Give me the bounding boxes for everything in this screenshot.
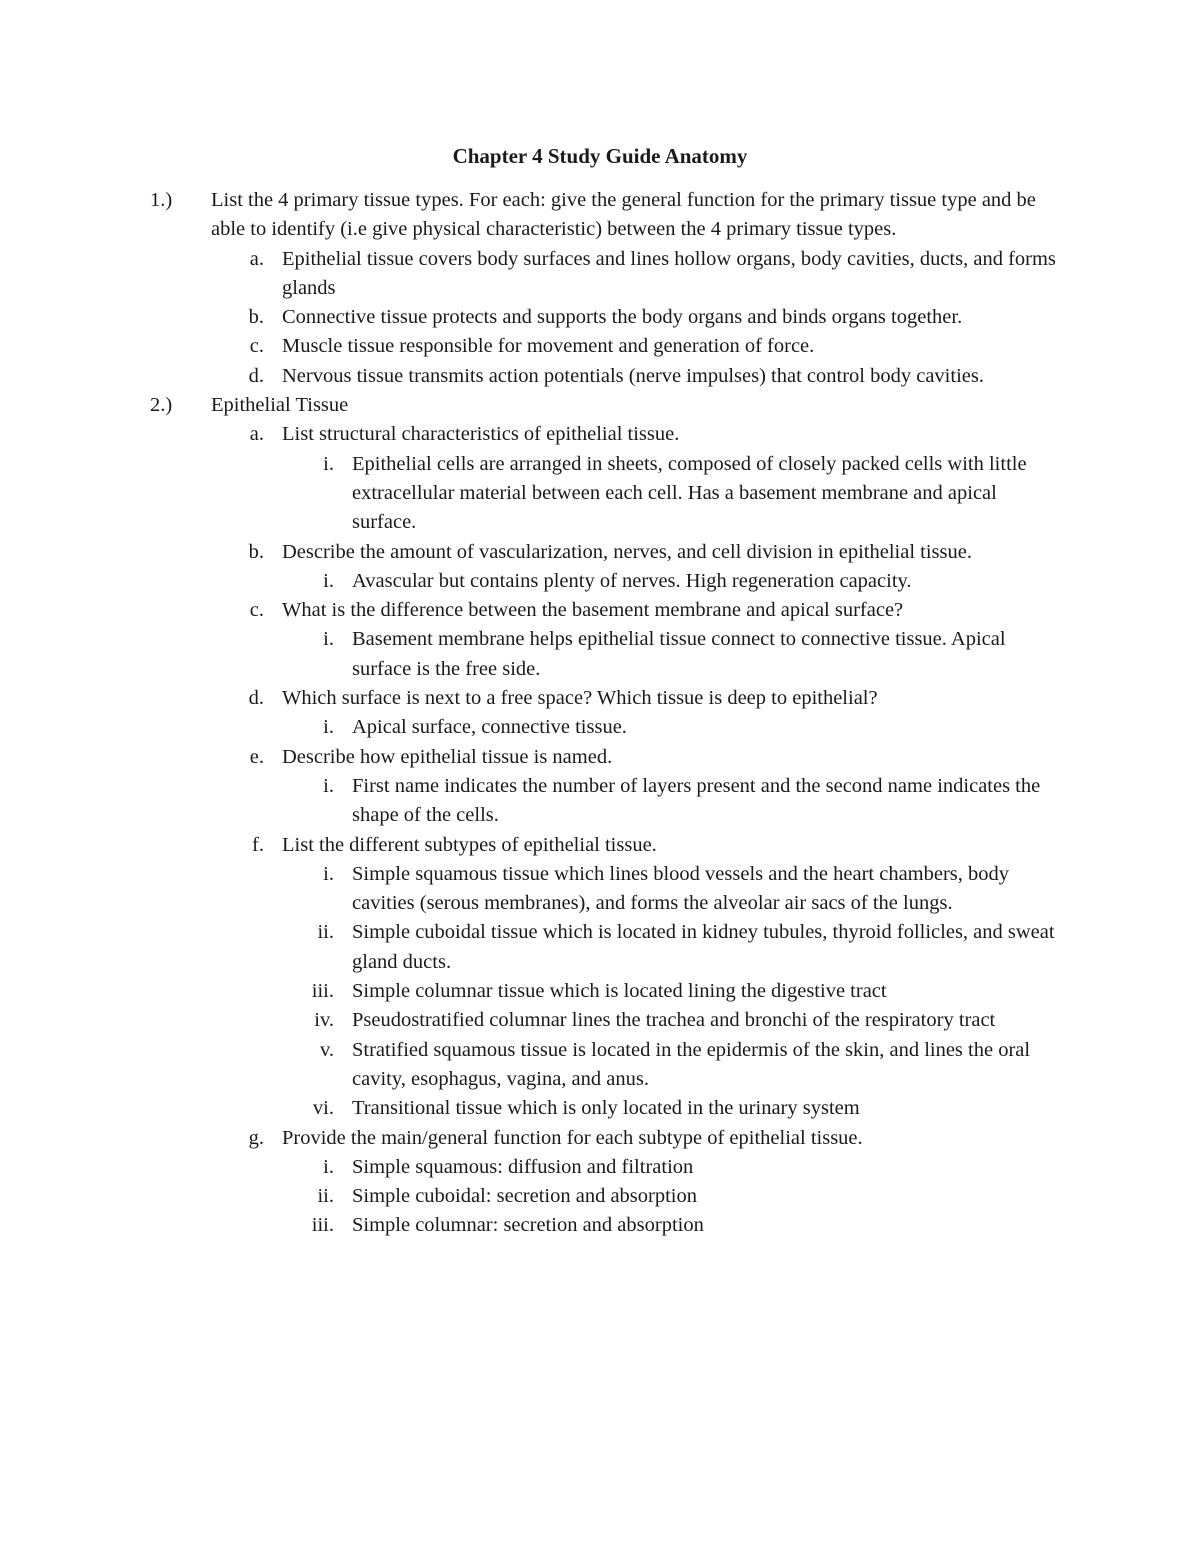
list-item xyxy=(0,245,1200,304)
item-text: Describe the amount of vascularization, nerves, and cell division in epithelial tissue. xyxy=(282,540,972,563)
list-item xyxy=(0,743,1200,772)
sub-item xyxy=(0,567,1200,596)
item-text: List the different subtypes of epithelial tissue. xyxy=(282,833,657,856)
sub-item-text: Epithelial cells are arranged in sheets, composed of closely packed cells with little extracellular material between each cell. Has a basement membrane and apical surface. xyxy=(352,452,1027,534)
sub-item-marker: i. xyxy=(323,569,334,592)
item-text: What is the difference between the basement membrane and apical surface? xyxy=(282,599,904,622)
sub-item-text: Simple columnar tissue which is located lining the digestive tract xyxy=(352,980,887,1003)
sub-item xyxy=(0,450,1200,538)
sub-item-marker: iii. xyxy=(311,1214,334,1237)
sub-item-marker: v. xyxy=(319,1038,334,1061)
item-marker: d. xyxy=(248,364,264,387)
sub-item-marker: i. xyxy=(323,862,334,885)
sub-item xyxy=(0,625,1200,684)
item-marker: d. xyxy=(248,687,264,710)
question-1 xyxy=(0,186,1200,245)
sub-item xyxy=(0,772,1200,831)
question-number: 2.) xyxy=(150,394,173,417)
question-text: Epithelial Tissue xyxy=(211,394,349,417)
item-text: Nervous tissue transmits action potentials (nerve impulses) that control body cavities. xyxy=(282,364,984,387)
sub-item-text: First name indicates the number of layers present and the second name indicates the shape of the cells. xyxy=(352,774,1041,827)
sub-item xyxy=(0,1036,1200,1095)
list-item xyxy=(0,1124,1200,1153)
item-text: Provide the main/general function for each subtype of epithelial tissue. xyxy=(282,1126,863,1149)
sub-item-marker: i. xyxy=(323,716,334,739)
list-item xyxy=(0,362,1200,391)
sub-item-marker: vi. xyxy=(312,1097,334,1120)
sub-item-marker: iii. xyxy=(311,980,334,1003)
sub-item-text: Pseudostratified columnar lines the trachea and bronchi of the respiratory tract xyxy=(352,1009,996,1032)
page-title: Chapter 4 Study Guide Anatomy xyxy=(452,144,748,168)
list-item xyxy=(0,596,1200,625)
item-text: Connective tissue protects and supports the body organs and binds organs together. xyxy=(282,306,963,329)
sub-item xyxy=(0,1182,1200,1211)
sub-item-marker: i. xyxy=(323,452,334,475)
sub-item-text: Simple squamous tissue which lines blood vessels and the heart chambers, body cavities (serous membranes), and forms the alveolar air sacs of the lungs. xyxy=(352,862,1010,915)
list-item xyxy=(0,538,1200,567)
item-text: Which surface is next to a free space? Which tissue is deep to epithelial? xyxy=(282,687,878,710)
sub-item-marker: i. xyxy=(323,1155,334,1178)
sub-item xyxy=(0,1211,1200,1240)
item-text: Describe how epithelial tissue is named. xyxy=(282,745,613,768)
sub-item xyxy=(0,860,1200,919)
sub-item-text: Simple cuboidal: secretion and absorption xyxy=(352,1185,698,1208)
outline-list xyxy=(0,186,1200,1241)
sub-item-text: Stratified squamous tissue is located in the epidermis of the skin, and lines the oral cavity, esophagus, vagina, and anus. xyxy=(352,1038,1031,1090)
item-marker: c. xyxy=(249,335,264,358)
sub-item-marker: i. xyxy=(323,774,334,797)
sub-item-text: Simple squamous: diffusion and filtration xyxy=(352,1155,694,1178)
sub-item-text: Avascular but contains plenty of nerves. High regeneration capacity. xyxy=(352,569,912,592)
sub-item-text: Transitional tissue which is only located in the urinary system xyxy=(352,1097,860,1120)
question-2 xyxy=(0,391,1200,420)
sub-item-text: Simple cuboidal tissue which is located in kidney tubules, thyroid follicles, and sweat gland ducts. xyxy=(352,921,1055,973)
item-marker: b. xyxy=(248,540,264,563)
sub-item-marker: ii. xyxy=(317,1185,334,1208)
item-marker: b. xyxy=(248,306,264,329)
list-item xyxy=(0,303,1200,332)
item-marker: f. xyxy=(252,833,264,856)
sub-item xyxy=(0,1094,1200,1123)
list-item xyxy=(0,332,1200,361)
list-item xyxy=(0,684,1200,713)
item-text: List structural characteristics of epithelial tissue. xyxy=(282,423,680,446)
sub-item xyxy=(0,1153,1200,1182)
item-marker: a. xyxy=(249,247,264,270)
list-item xyxy=(0,831,1200,860)
sub-item xyxy=(0,713,1200,742)
list-item xyxy=(0,420,1200,449)
question-text: List the 4 primary tissue types. For each: give the general function for the primary tissue type and be able to identify (i.e give physical characteristic) between the 4 primary tissue types. xyxy=(211,189,1036,241)
item-marker: a. xyxy=(249,423,264,446)
item-text: Muscle tissue responsible for movement and generation of force. xyxy=(282,335,815,358)
sub-item-marker: iv. xyxy=(314,1009,334,1032)
sub-item xyxy=(0,1006,1200,1035)
item-text: Epithelial tissue covers body surfaces and lines hollow organs, body cavities, ducts, and forms glands xyxy=(282,247,1056,299)
item-marker: c. xyxy=(249,599,264,622)
sub-item-marker: ii. xyxy=(317,921,334,944)
sub-item xyxy=(0,918,1200,977)
sub-item xyxy=(0,977,1200,1006)
item-marker: g. xyxy=(248,1126,264,1149)
item-marker: e. xyxy=(249,745,264,768)
sub-item-text: Apical surface, connective tissue. xyxy=(352,716,627,739)
sub-item-text: Simple columnar: secretion and absorption xyxy=(352,1214,704,1237)
sub-item-text: Basement membrane helps epithelial tissue connect to connective tissue. Apical surface is the free side. xyxy=(352,628,1006,680)
sub-item-marker: i. xyxy=(323,628,334,651)
question-number: 1.) xyxy=(150,189,173,211)
